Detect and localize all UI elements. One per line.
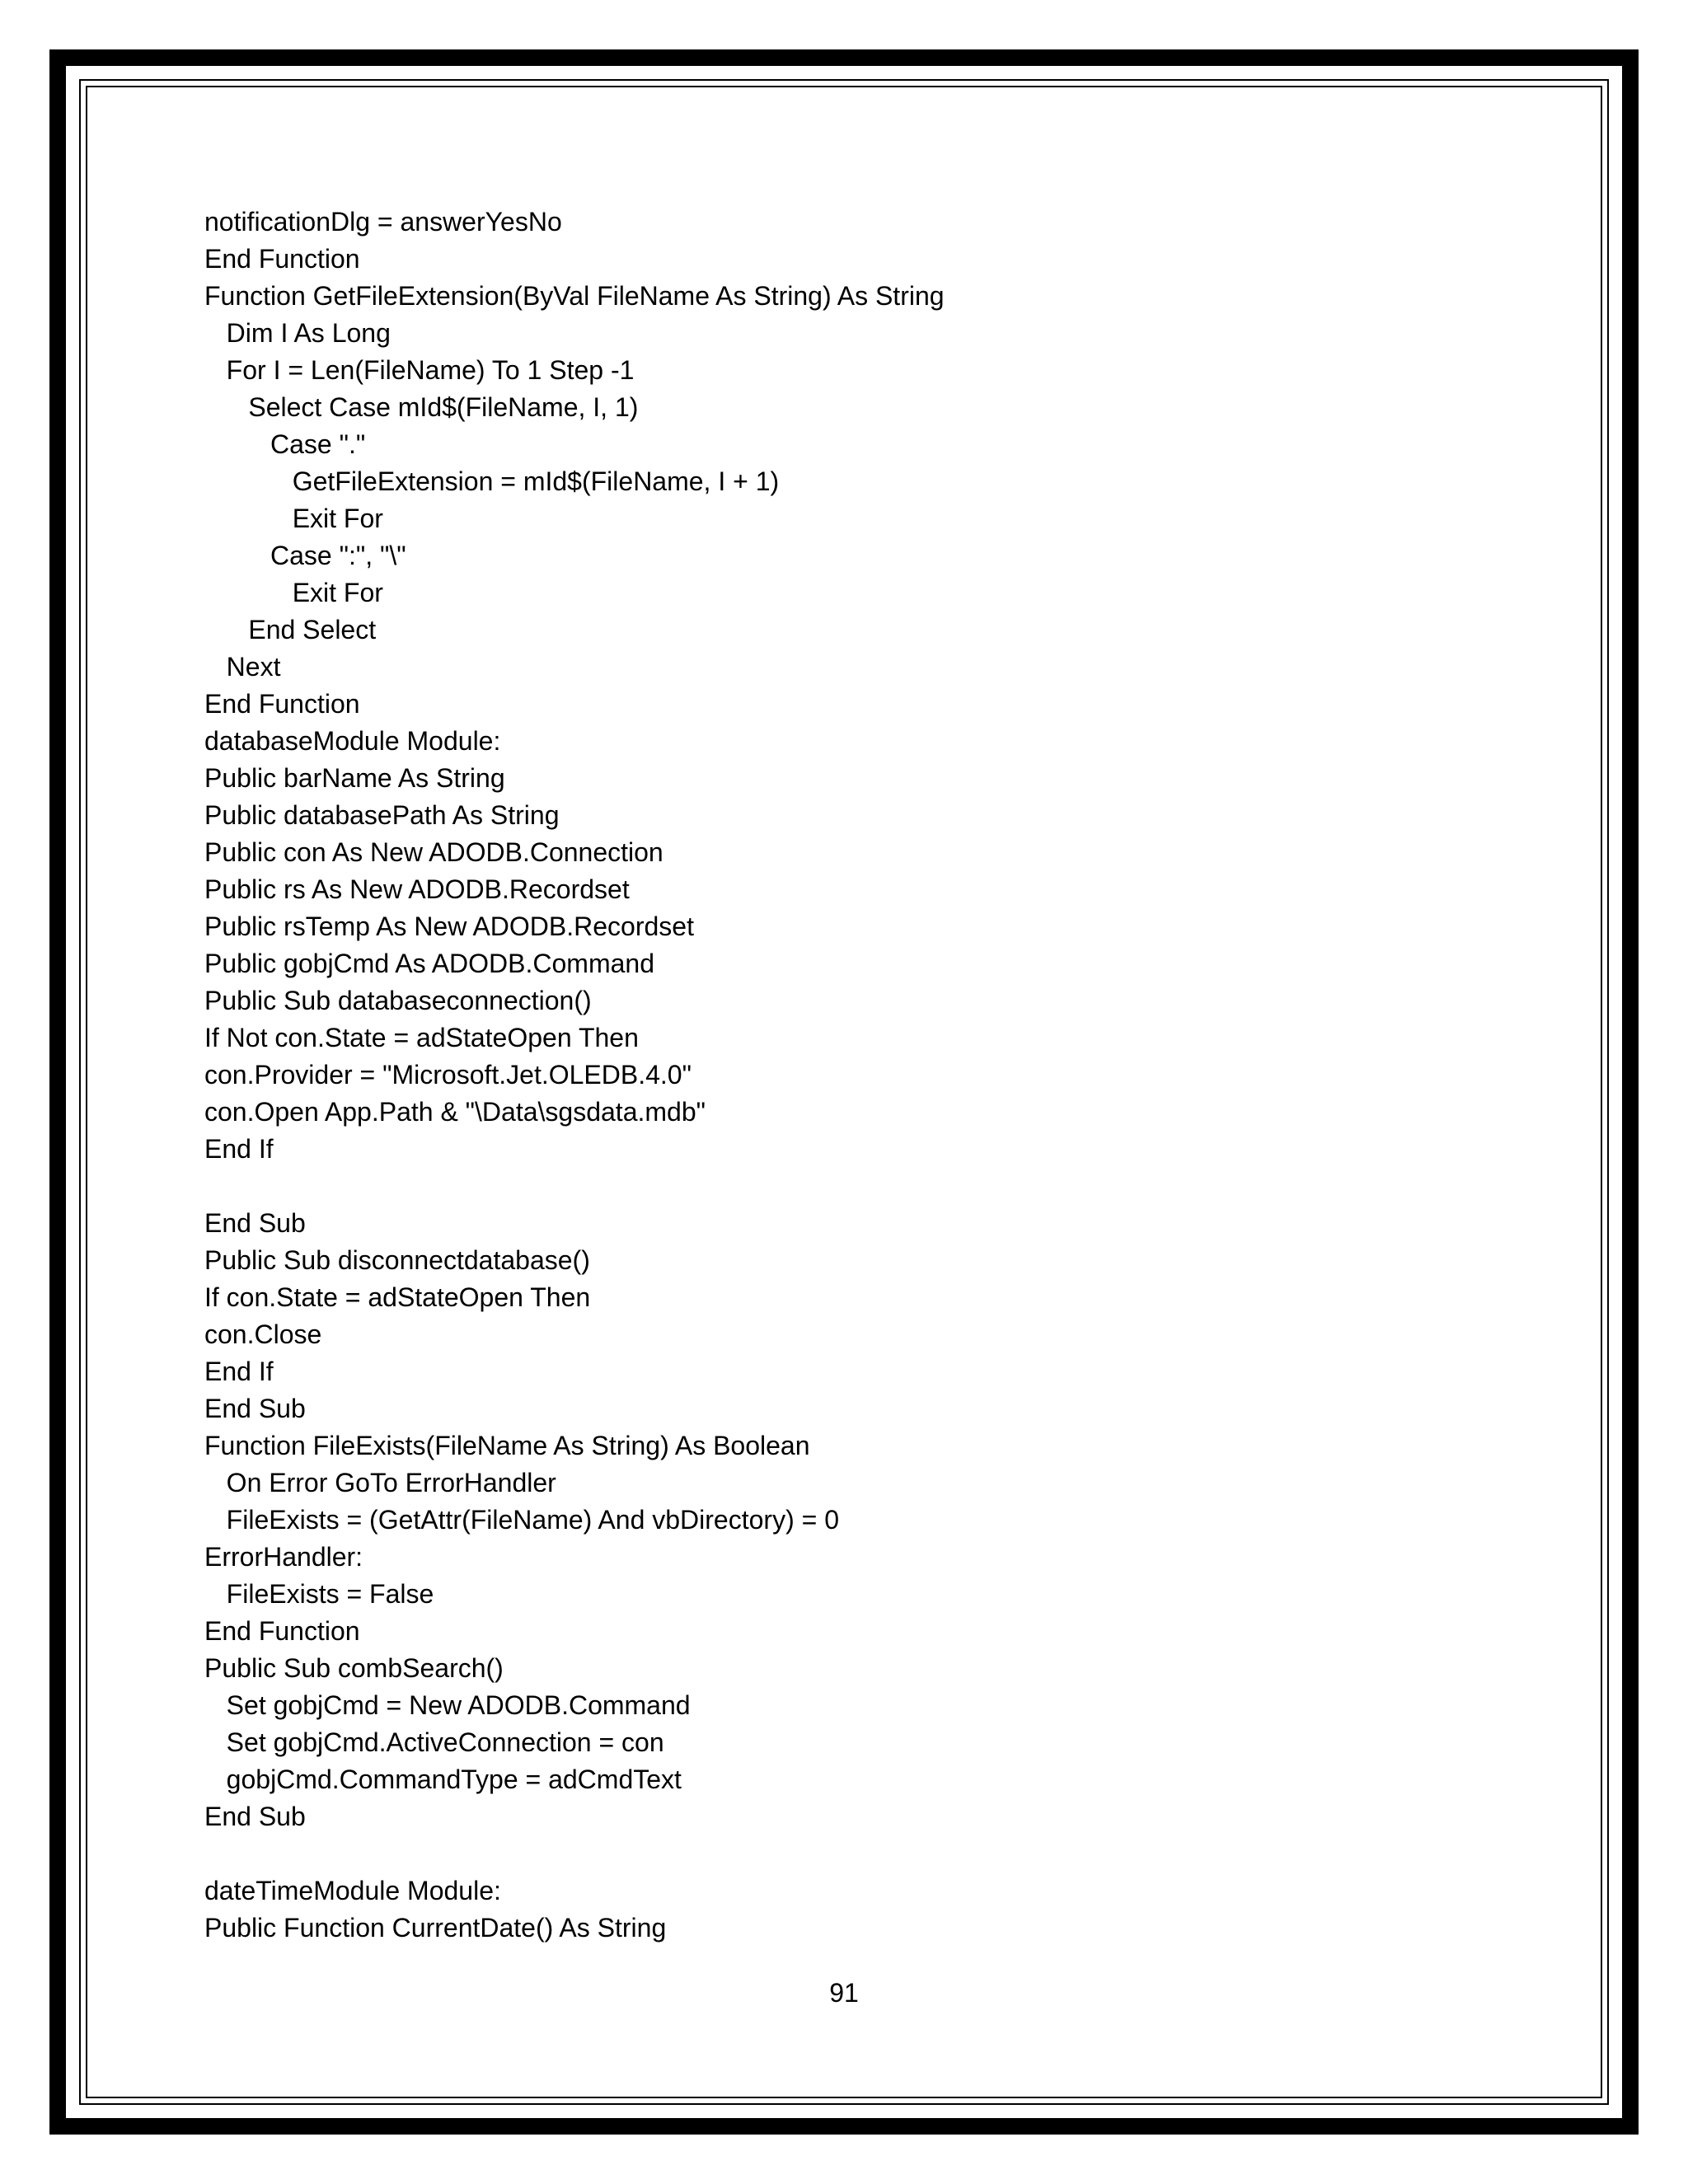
code-line: Case ":", "\" [204,541,406,570]
code-line: If con.State = adStateOpen Then [204,1282,591,1312]
code-line: End Function [204,244,360,274]
code-line: Select Case mId$(FileName, I, 1) [204,392,639,422]
code-line: Public databasePath As String [204,800,560,830]
code-line: dateTimeModule Module: [204,1876,501,1905]
code-line: GetFileExtension = mId$(FileName, I + 1) [204,466,780,496]
code-line: Public con As New ADODB.Connection [204,837,663,867]
code-line: ErrorHandler: [204,1542,363,1572]
code-line: Set gobjCmd = New ADODB.Command [204,1690,691,1720]
code-line: Exit For [204,504,383,533]
code-line: FileExists = (GetAttr(FileName) And vbDirectory) = 0 [204,1505,839,1535]
code-line: Exit For [204,578,383,607]
code-line: Next [204,652,281,682]
code-line: Public rs As New ADODB.Recordset [204,874,630,904]
code-line: notificationDlg = answerYesNo [204,207,562,237]
code-line: Function GetFileExtension(ByVal FileName As String) As String [204,281,945,311]
code-line: End Function [204,689,360,719]
code-line: Public Sub disconnectdatabase() [204,1245,590,1275]
code-line: Function FileExists(FileName As String) As Boolean [204,1431,810,1460]
code-line: End If [204,1134,274,1164]
code-line: databaseModule Module: [204,726,501,756]
code-line [204,1168,1523,1205]
code-line: Public barName As String [204,763,505,793]
code-line: con.Open App.Path & "\Data\sgsdata.mdb" [204,1097,706,1127]
code-line: gobjCmd.CommandType = adCmdText [204,1765,682,1794]
code-line: Set gobjCmd.ActiveConnection = con [204,1727,664,1757]
code-line: Public Function CurrentDate() As String [204,1913,667,1943]
code-line: Case "." [204,429,366,459]
code-line: Public Sub databaseconnection() [204,986,592,1015]
code-line: Public Sub combSearch() [204,1653,504,1683]
code-line: Public gobjCmd As ADODB.Command [204,949,654,978]
code-line: For I = Len(FileName) To 1 Step -1 [204,355,635,385]
code-line: End Sub [204,1394,306,1423]
code-line: End Select [204,615,377,644]
code-line: Public rsTemp As New ADODB.Recordset [204,912,694,941]
page-number: 91 [829,1978,859,2008]
code-line: On Error GoTo ErrorHandler [204,1468,556,1497]
code-line: End Function [204,1616,360,1646]
code-line: End If [204,1357,274,1386]
code-line: End Sub [204,1802,306,1831]
code-line: If Not con.State = adStateOpen Then [204,1023,639,1052]
code-line: Dim I As Long [204,318,391,348]
code-line: End Sub [204,1208,306,1238]
code-line: FileExists = False [204,1579,434,1609]
code-listing [204,204,1523,1947]
code-line: con.Provider = "Microsoft.Jet.OLEDB.4.0" [204,1060,692,1090]
code-line [204,1835,1523,1872]
code-line: con.Close [204,1319,322,1349]
